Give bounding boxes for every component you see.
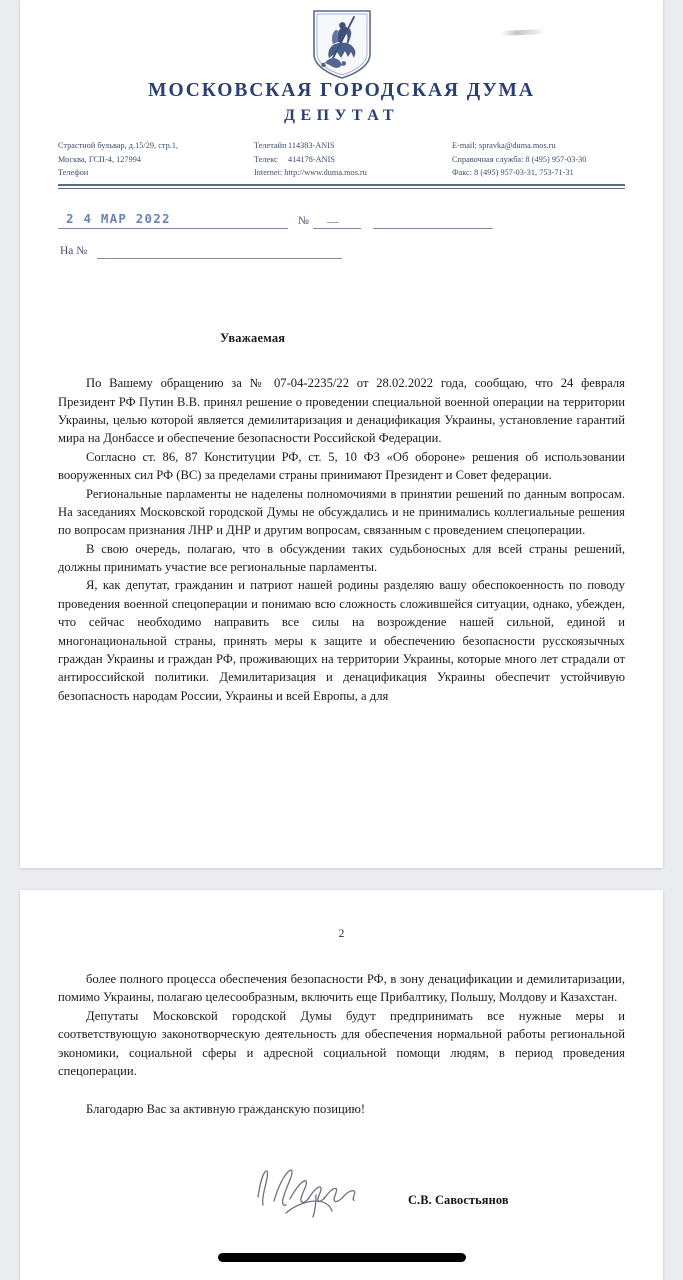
moscow-coat-of-arms-icon [311,8,373,80]
address-line-3: Телефон [58,167,89,177]
number-field-secondary [373,215,493,229]
internet-line: Internet: http://www.duma.mos.ru [254,167,367,177]
teletype-label: Телетайп [254,141,287,151]
letter-body-page-2 [58,970,625,1080]
salutation: Уважаемая [220,331,286,346]
redaction-bar [218,1253,466,1262]
letterhead-divider [58,184,625,190]
teletype-line [254,139,452,152]
paragraph: Согласно ст. 86, 87 Конституции РФ, ст. 5, 10 ФЗ «Об обороне» решения об использовании вооруженных сил РФ (ВС) за пределами страны принимают Президент и Совет федерации. [58,449,625,483]
document-page-1 [20,0,663,868]
document-page-2 [20,890,663,1280]
letter-body-page-1 [58,374,625,705]
address-line-1: Страстной бульвар, д.15/29, стр.1, [58,141,179,151]
contacts-email-column [452,139,625,179]
fax-line: Факс: 8 (495) 957-03-31, 753-71-31 [452,167,574,177]
help-desk-line: Справочная служба: 8 (495) 957-03-30 [452,154,587,164]
letterhead-emblem-row [58,0,625,78]
number-label: № [298,215,309,228]
handwritten-signature-icon [250,1161,390,1223]
paragraph: По Вашему обращению за № 07-04-2235/22 от 28.02.2022 года, сообщаю, что 24 февраля Президент РФ Путин В.В. принял решение о проведении специальной военной операции на территории Украины, целью которой является демилитаризация и денацификация Украины, установление гарантий мира на Донбассе и обеспечение безопасности Российской Федерации. [58,376,625,446]
reply-to-label: На № [60,245,88,258]
organization-title: МОСКОВСКАЯ ГОРОДСКАЯ ДУМА [148,80,535,101]
signatory-name: С.В. Савостьянов [408,1193,509,1208]
closing-line: Благодарю Вас за активную гражданскую позицию! [86,1102,366,1117]
address-line-2: Москва, ГСП-4, 127994 [58,154,141,164]
paragraph: В свою очередь, полагаю, что в обсуждении таких судьбоносных для всей страны решений, должны принимать участие все региональные парламенты. [58,541,625,575]
telex-line [254,153,452,166]
reply-to-row [58,241,625,259]
date-stamp: 2 4 МАР 2022 [58,211,288,229]
page-separator [0,868,683,890]
reference-block [58,207,625,259]
paragraph: более полного процесса обеспечения безопасности РФ, в зону денацификации и демилитаризации, помимо Украины, полагаю целесообразным, включить еще Прибалтику, Польшу, Молдову и Казахстан. [58,972,625,1005]
paragraph: Депутаты Московской городской Думы будут предпринимать все нужные меры и соответствующую законотворческую деятельность для обеспечения нормальной работы региональной экономики, социальной сферы и адресной социальной помощи людям, в период проведения спецоперации. [58,1008,625,1078]
email-line: E-mail: spravka@duma.mos.ru [452,141,556,151]
number-field [313,215,361,229]
paragraph: Региональные парламенты не наделены полномочиями в принятии решений по данным вопросам. На заседаниях Московской городской Думы не обсуждались и не принимались коллегиальные решения по вопросам признания ЛНР и ДНР и другим вопросам, связанным с проведением спецоперации. [58,486,625,538]
teletype-value: 114383-ANIS [288,141,335,151]
organization-subtitle: ДЕПУТАТ [283,107,400,125]
reply-to-field [97,245,342,259]
date-and-number-row [58,207,625,229]
telex-label: Телекс [254,154,278,164]
paragraph: Я, как депутат, гражданин и патриот нашей родины разделяю вашу обеспокоенность по поводу проведения военной спецоперации и понимаю всю сложность сложившейся ситуации, однако, убежден, что сейчас необходимо направить все силы на возрождение нашей сильной, единой и многонациональной страны, принять меры к защите и обеспечению безопасности русскоязычных граждан Украины и граждан РФ, проживающих на территории Украины, которые много лет страдали от антироссийской политики. Демилитаризация и денацификация Украины обеспечит устойчивую безопасность народам России, Украины и всей Европы, а для [58,578,625,703]
contacts-address-column [58,139,254,179]
contacts-telecom-column [254,139,452,179]
page-number: 2 [338,928,345,940]
signature-block [58,1169,625,1231]
telex-value: 414178-ANIS [288,154,335,164]
letterhead-contacts [58,139,625,179]
